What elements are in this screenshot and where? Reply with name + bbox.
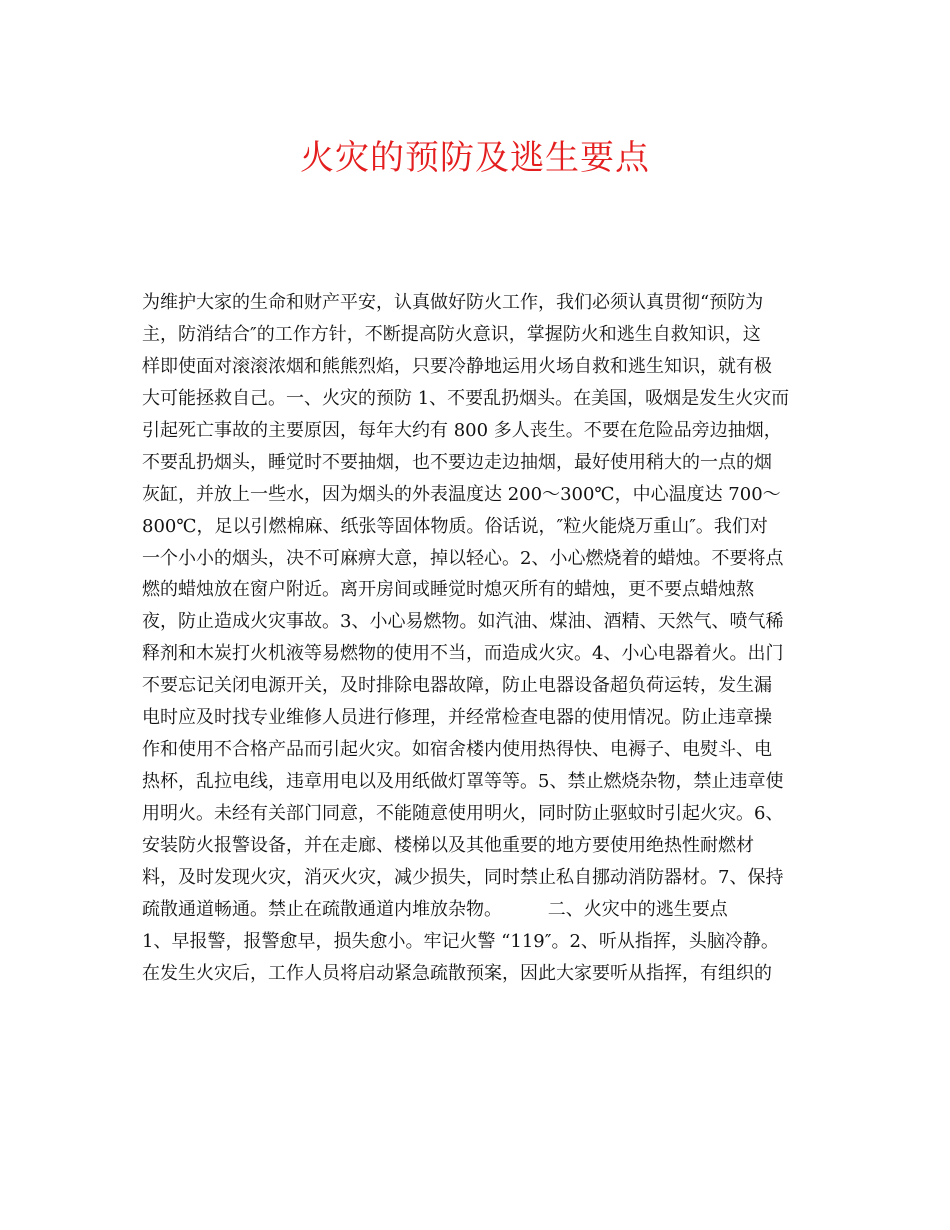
body-line: 用明火。未经有关部门同意，不能随意使用明火，同时防止驱蚊时引起火灾。6、 — [142, 803, 784, 824]
body-line: 疏散通道畅通。禁止在疏散通道内堆放杂物。 二、火灾中的逃生要点 — [142, 898, 728, 920]
body-line: 主，防消结合″的工作方针，不断提高防火意识，掌握防火和逃生自救知识，这 — [142, 323, 761, 345]
body-line: 热杯，乱拉电线，违章用电以及用纸做灯罩等等。5、禁止燃烧杂物，禁止违章使 — [142, 771, 784, 793]
body-line: 作和使用不合格产品而引起火灾。如宿舍楼内使用热得快、电褥子、电熨斗、电 — [142, 739, 772, 761]
body-line: 安装防火报警设备，并在走廊、楼梯以及其他重要的地方要使用绝热性耐燃材 — [142, 834, 754, 856]
body-line: 燃的蜡烛放在窗户附近。离开房间或睡觉时熄灭所有的蜡烛，更不要点蜡烛熬 — [142, 579, 754, 601]
body-line: 为维护大家的生命和财产平安，认真做好防火工作，我们必须认真贯彻“预防为 — [142, 292, 764, 313]
body-line: 引起死亡事故的主要原因，每年大约有 800 多人丧生。不要在危险品旁边抽烟， — [142, 419, 782, 441]
body-line: 1、早报警，报警愈早，损失愈小。牢记火警 “119″。2、听从指挥，头脑冷静。 — [142, 930, 779, 952]
body-line: 电时应及时找专业维修人员进行修理，并经常检查电器的使用情况。防止违章操 — [142, 707, 772, 729]
body-line: 一个小小的烟头，决不可麻痹大意，掉以轻心。2、小心燃烧着的蜡烛。不要将点 — [142, 547, 784, 569]
body-line: 不要乱扔烟头，睡觉时不要抽烟，也不要边走边抽烟，最好使用稍大的一点的烟 — [142, 451, 772, 473]
body-line: 不要忘记关闭电源开关，及时排除电器故障，防止电器设备超负荷运转，发生漏 — [142, 675, 772, 697]
body-line: 料，及时发现火灾，消灭火灾，减少损失，同时禁止私自挪动消防器材。7、保持 — [142, 866, 784, 888]
body-line: 夜，防止造成火灾事故。3、小心易燃物。如汽油、煤油、酒精、天然气、喷气稀 — [142, 611, 784, 633]
body-line: 大可能拯救自己。一、火灾的预防 1、不要乱扔烟头。在美国，吸烟是发生火灾而 — [142, 387, 790, 409]
document-body — [142, 287, 818, 990]
body-line: 灰缸，并放上一些水，因为烟头的外表温度达 200～300℃，中心温度达 700～ — [142, 483, 781, 505]
body-line: 在发生火灾后，工作人员将启动紧急疏散预案，因此大家要听从指挥，有组织的 — [142, 962, 772, 984]
document-title: 火灾的预防及逃生要点 — [300, 138, 650, 178]
body-line: 释剂和木炭打火机液等易燃物的使用不当，而造成火灾。4、小心电器着火。出门 — [142, 643, 784, 665]
body-line: 样即使面对滚滚浓烟和熊熊烈焰，只要冷静地运用火场自救和逃生知识，就有极 — [142, 355, 772, 377]
body-line: 800℃，足以引燃棉麻、纸张等固体物质。俗话说，″粒火能烧万重山″。我们对 — [142, 515, 768, 537]
